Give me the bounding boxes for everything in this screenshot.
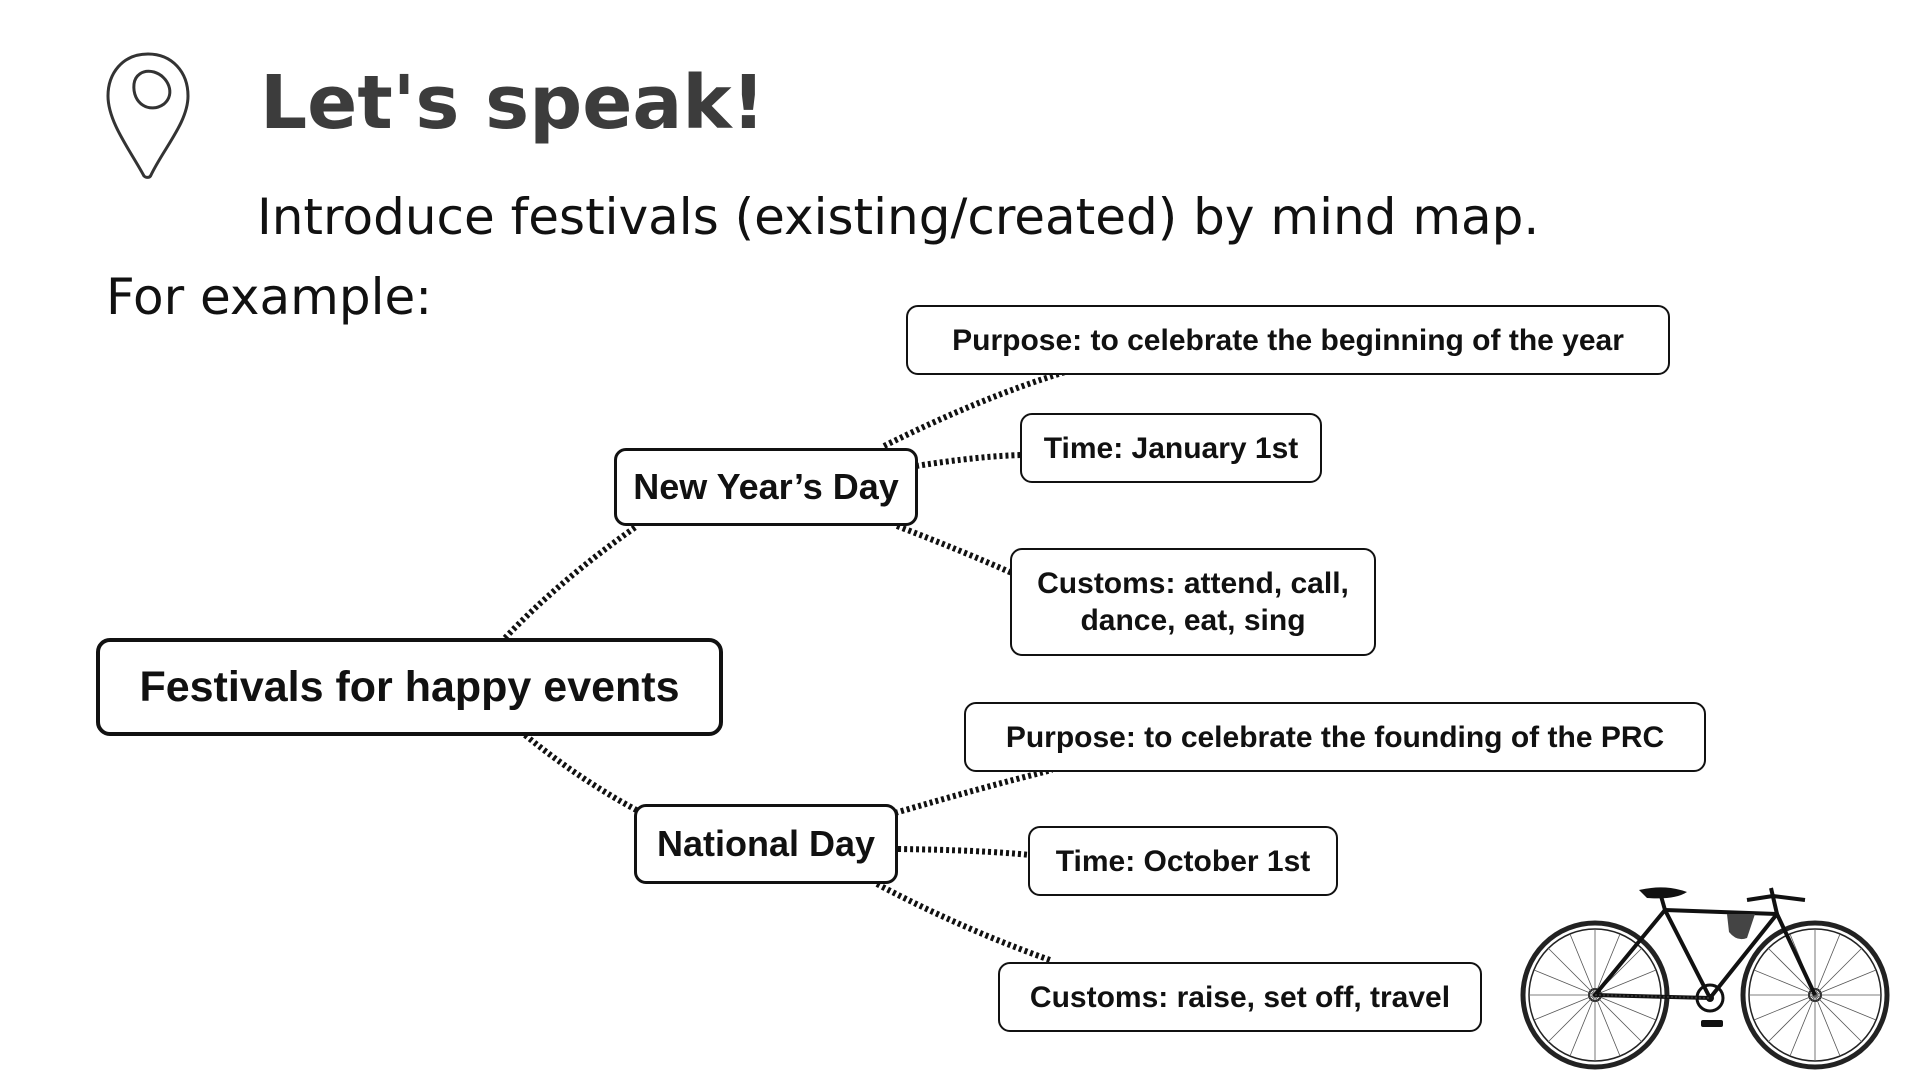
example-label: For example:: [106, 268, 433, 326]
slide-subtitle: Introduce festivals (existing/created) by mind map.: [257, 188, 1540, 246]
leaf-national-purpose: [964, 702, 1706, 772]
leaf-national-customs: [998, 962, 1482, 1032]
leaf-new-years-purpose: [906, 305, 1670, 375]
leaf-label-national-customs: Customs: raise, set off, travel: [1029, 980, 1451, 1014]
bicycle-illustration: [1515, 870, 1895, 1070]
mind-map-root-node: [96, 638, 723, 736]
connector-national-to-customs: [877, 884, 1050, 960]
leaf-new-years-time: [1020, 413, 1322, 483]
branch-node-new-years-day: [614, 448, 918, 526]
leaf-label-new-years-customs-line2: dance, eat, sing: [1080, 604, 1306, 637]
connector-national-to-purpose: [895, 770, 1052, 813]
connector-root-to-new-years-day: [505, 526, 637, 638]
connector-new-year-to-customs: [897, 526, 1012, 573]
leaf-label-new-years-purpose: Purpose: to celebrate the beginning of the year: [952, 323, 1624, 357]
root-node-label: Festivals for happy events: [139, 662, 680, 711]
branch-node-national-day: [634, 804, 898, 884]
branch-label-national-day: National Day: [656, 823, 876, 864]
wheel-spokes: [1529, 929, 1881, 1061]
leaf-label-national-purpose: Purpose: to celebrate the founding of the PRC: [1005, 720, 1665, 754]
branch-label-new-years-day: New Year’s Day: [633, 466, 899, 507]
leaf-label-national-time: Time: October 1st: [1055, 844, 1311, 878]
leaf-label-new-years-customs-line1: Customs: attend, call,: [1037, 567, 1349, 600]
connector-national-to-time: [898, 849, 1030, 855]
leaf-new-years-customs: [1010, 548, 1376, 656]
connector-root-to-national-day: [525, 735, 640, 812]
slide-title: Let's speak!: [260, 60, 766, 146]
connector-new-year-to-time: [916, 455, 1022, 466]
leaf-national-time: [1028, 826, 1338, 896]
leaf-label-new-years-time: Time: January 1st: [1043, 431, 1299, 465]
